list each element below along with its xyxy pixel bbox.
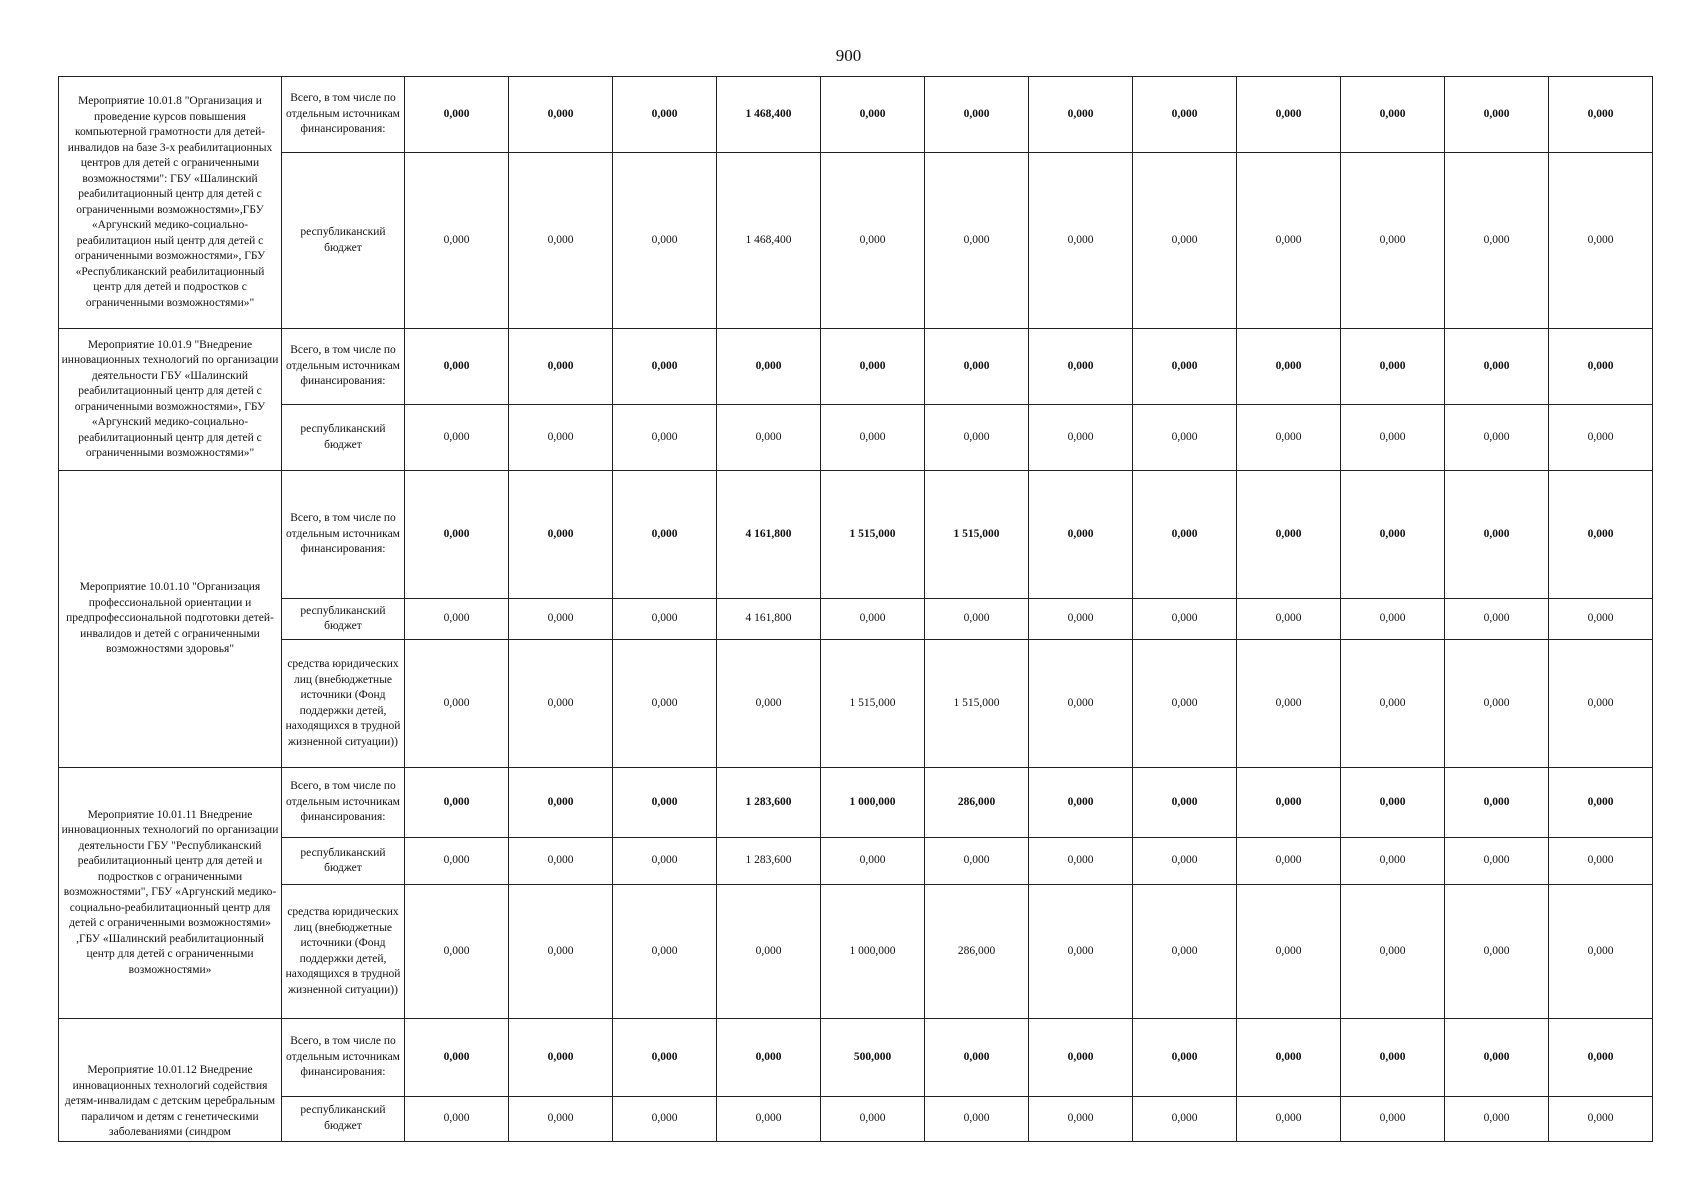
value-cell: 0,000: [613, 471, 717, 599]
value-cell: 0,000: [1029, 1097, 1133, 1141]
value-cell: 0,000: [613, 153, 717, 329]
table-row: [59, 640, 1653, 768]
funding-source: Всего, в том числе по отдельным источникам финансирования:: [282, 1019, 405, 1097]
value-cell: 0,000: [1237, 768, 1341, 838]
value-cell: 0,000: [1237, 471, 1341, 599]
value-cell: 0,000: [509, 1097, 613, 1141]
measure-description: Мероприятие 10.01.11 Внедрение инновационных технологий по организации деятельности ГБУ "Республиканский реабилитационный центр для детей и подростков с ограниченными возможностями", ГБУ «Аргунский медико-социально-реабилитационный центр для детей с ограниченными возможностями» ,ГБУ «Шалинский реабилитационный центр для детей с ограниченными возможностями»: [59, 768, 282, 1019]
value-cell: 0,000: [509, 599, 613, 640]
value-cell: 1 515,000: [821, 471, 925, 599]
value-cell: 0,000: [717, 885, 821, 1019]
value-cell: 0,000: [1549, 329, 1653, 405]
value-cell: 0,000: [1133, 768, 1237, 838]
value-cell: 0,000: [1133, 77, 1237, 153]
value-cell: 0,000: [1341, 768, 1445, 838]
value-cell: 286,000: [925, 885, 1029, 1019]
value-cell: 0,000: [405, 77, 509, 153]
value-cell: 0,000: [509, 153, 613, 329]
value-cell: 0,000: [925, 329, 1029, 405]
value-cell: 0,000: [405, 838, 509, 885]
value-cell: 0,000: [821, 153, 925, 329]
funding-source: средства юридических лиц (внебюджетные источники (Фонд поддержки детей, находящихся в трудной жизненной ситуации)): [282, 640, 405, 768]
value-cell: 0,000: [1445, 768, 1549, 838]
value-cell: 0,000: [717, 329, 821, 405]
value-cell: 0,000: [405, 1019, 509, 1097]
value-cell: 0,000: [405, 405, 509, 471]
value-cell: 0,000: [405, 885, 509, 1019]
value-cell: 0,000: [1341, 153, 1445, 329]
funding-source: Всего, в том числе по отдельным источникам финансирования:: [282, 768, 405, 838]
value-cell: 0,000: [1445, 405, 1549, 471]
value-cell: 1 468,400: [717, 77, 821, 153]
table-row: [59, 768, 1653, 838]
value-cell: 0,000: [717, 1019, 821, 1097]
value-cell: 0,000: [1133, 329, 1237, 405]
value-cell: 0,000: [1445, 1097, 1549, 1141]
value-cell: 0,000: [613, 640, 717, 768]
table-row: [59, 77, 1653, 153]
value-cell: 0,000: [925, 153, 1029, 329]
value-cell: 0,000: [1029, 405, 1133, 471]
table-row: [59, 329, 1653, 405]
value-cell: 0,000: [1237, 1097, 1341, 1141]
table-row: [59, 599, 1653, 640]
value-cell: 0,000: [1445, 885, 1549, 1019]
value-cell: 0,000: [1445, 153, 1549, 329]
value-cell: 0,000: [1029, 329, 1133, 405]
value-cell: 1 515,000: [821, 640, 925, 768]
value-cell: 0,000: [1133, 471, 1237, 599]
value-cell: 0,000: [1549, 153, 1653, 329]
value-cell: 0,000: [1029, 471, 1133, 599]
value-cell: 0,000: [821, 1097, 925, 1141]
value-cell: 286,000: [925, 768, 1029, 838]
value-cell: 1 000,000: [821, 768, 925, 838]
value-cell: 0,000: [1029, 768, 1133, 838]
value-cell: 0,000: [925, 1097, 1029, 1141]
value-cell: 0,000: [821, 329, 925, 405]
value-cell: 4 161,800: [717, 599, 821, 640]
value-cell: 0,000: [1549, 838, 1653, 885]
value-cell: 0,000: [1237, 405, 1341, 471]
value-cell: 0,000: [509, 768, 613, 838]
value-cell: 500,000: [821, 1019, 925, 1097]
value-cell: 0,000: [613, 1097, 717, 1141]
value-cell: 0,000: [821, 838, 925, 885]
table-row: [59, 1097, 1653, 1141]
value-cell: 0,000: [1341, 329, 1445, 405]
value-cell: 0,000: [1445, 838, 1549, 885]
value-cell: 0,000: [1237, 77, 1341, 153]
value-cell: 0,000: [1237, 1019, 1341, 1097]
value-cell: 0,000: [1133, 405, 1237, 471]
value-cell: 0,000: [1445, 471, 1549, 599]
value-cell: 0,000: [1549, 640, 1653, 768]
value-cell: 0,000: [925, 1019, 1029, 1097]
value-cell: 0,000: [1341, 838, 1445, 885]
value-cell: 0,000: [1445, 1019, 1549, 1097]
funding-source: республиканский бюджет: [282, 405, 405, 471]
value-cell: 0,000: [1237, 599, 1341, 640]
value-cell: 0,000: [1549, 471, 1653, 599]
financing-table: [58, 76, 1653, 1142]
table-row: [59, 1019, 1653, 1097]
value-cell: 0,000: [717, 640, 821, 768]
measure-description: Мероприятие 10.01.8 "Организация и проведение курсов повышения компьютерной грамотности для детей-инвалидов на базе 3-х реабилитационных центров для детей с ограниченными возможностями": ГБУ «Шалинский реабилитационный центр для детей с ограниченными возможностями»,ГБУ «Аргунский медико-социально-реабилитацион ный центр для детей с ограниченными возможностями», ГБУ «Республиканский реабилитационный центр для детей и подростков с ограниченными возможностями»": [59, 77, 282, 329]
value-cell: 0,000: [1341, 77, 1445, 153]
funding-source: Всего, в том числе по отдельным источникам финансирования:: [282, 77, 405, 153]
table-row: [59, 838, 1653, 885]
value-cell: 0,000: [1237, 153, 1341, 329]
value-cell: 0,000: [1237, 329, 1341, 405]
value-cell: 0,000: [405, 471, 509, 599]
table-row: [59, 405, 1653, 471]
value-cell: 4 161,800: [717, 471, 821, 599]
table-row: [59, 471, 1653, 599]
value-cell: 0,000: [613, 329, 717, 405]
value-cell: 0,000: [509, 885, 613, 1019]
value-cell: 0,000: [613, 405, 717, 471]
value-cell: 0,000: [1237, 838, 1341, 885]
funding-source: средства юридических лиц (внебюджетные источники (Фонд поддержки детей, находящихся в трудной жизненной ситуации)): [282, 885, 405, 1019]
value-cell: 0,000: [1029, 838, 1133, 885]
funding-source: Всего, в том числе по отдельным источникам финансирования:: [282, 471, 405, 599]
value-cell: 0,000: [613, 838, 717, 885]
value-cell: 0,000: [1237, 640, 1341, 768]
value-cell: 0,000: [1445, 77, 1549, 153]
value-cell: 0,000: [1341, 1097, 1445, 1141]
value-cell: 0,000: [1029, 77, 1133, 153]
value-cell: 0,000: [1445, 599, 1549, 640]
value-cell: 0,000: [1549, 1019, 1653, 1097]
value-cell: 0,000: [405, 599, 509, 640]
value-cell: 0,000: [821, 599, 925, 640]
value-cell: 0,000: [613, 77, 717, 153]
value-cell: 0,000: [1445, 640, 1549, 768]
value-cell: 0,000: [613, 768, 717, 838]
value-cell: 0,000: [1549, 77, 1653, 153]
value-cell: 0,000: [1029, 153, 1133, 329]
table-row: [59, 153, 1653, 329]
value-cell: 0,000: [1029, 640, 1133, 768]
value-cell: 0,000: [509, 471, 613, 599]
measure-description: Мероприятие 10.01.9 "Внедрение инновационных технологий по организации деятельности ГБУ «Шалинский реабилитационный центр для детей с ограниченными возможностями», ГБУ «Аргунский медико-социально-реабилитационный центр для детей с ограниченными возможностями»": [59, 329, 282, 471]
value-cell: 0,000: [509, 405, 613, 471]
value-cell: 0,000: [1237, 885, 1341, 1019]
value-cell: 0,000: [405, 640, 509, 768]
value-cell: 1 468,400: [717, 153, 821, 329]
value-cell: 0,000: [1133, 885, 1237, 1019]
value-cell: 1 515,000: [925, 640, 1029, 768]
value-cell: 1 283,600: [717, 768, 821, 838]
value-cell: 0,000: [1341, 640, 1445, 768]
value-cell: 0,000: [821, 77, 925, 153]
value-cell: 0,000: [1133, 640, 1237, 768]
value-cell: 0,000: [1133, 1097, 1237, 1141]
value-cell: 0,000: [509, 838, 613, 885]
value-cell: 0,000: [1549, 405, 1653, 471]
value-cell: 0,000: [1133, 1019, 1237, 1097]
value-cell: 0,000: [1341, 405, 1445, 471]
value-cell: 0,000: [405, 153, 509, 329]
value-cell: 1 283,600: [717, 838, 821, 885]
value-cell: 0,000: [925, 405, 1029, 471]
value-cell: 0,000: [509, 77, 613, 153]
value-cell: 0,000: [1133, 838, 1237, 885]
page-number: 900: [835, 46, 862, 65]
value-cell: 0,000: [1341, 599, 1445, 640]
value-cell: 0,000: [717, 1097, 821, 1141]
value-cell: 0,000: [1445, 329, 1549, 405]
value-cell: 0,000: [1549, 1097, 1653, 1141]
value-cell: 0,000: [1341, 471, 1445, 599]
value-cell: 1 515,000: [925, 471, 1029, 599]
funding-source: Всего, в том числе по отдельным источникам финансирования:: [282, 329, 405, 405]
value-cell: 0,000: [1133, 153, 1237, 329]
measure-description: Мероприятие 10.01.10 "Организация профессиональной ориентации и предпрофессиональной подготовки детей-инвалидов и детей с ограниченными возможностями здоровья": [59, 471, 282, 768]
value-cell: 0,000: [717, 405, 821, 471]
value-cell: 0,000: [1029, 599, 1133, 640]
value-cell: 0,000: [925, 599, 1029, 640]
measure-description: Мероприятие 10.01.12 Внедрение инновационных технологий содействия детям-инвалидам с детским церебральным параличом и детям с генетическими заболеваниями (синдром: [59, 1019, 282, 1142]
value-cell: 0,000: [405, 1097, 509, 1141]
table-row: [59, 885, 1653, 1019]
funding-source: республиканский бюджет: [282, 153, 405, 329]
value-cell: 0,000: [509, 1019, 613, 1097]
value-cell: 0,000: [405, 768, 509, 838]
value-cell: 0,000: [1549, 599, 1653, 640]
value-cell: 0,000: [613, 1019, 717, 1097]
value-cell: 0,000: [613, 599, 717, 640]
value-cell: 0,000: [1549, 768, 1653, 838]
value-cell: 0,000: [1029, 885, 1133, 1019]
value-cell: 0,000: [1341, 1019, 1445, 1097]
value-cell: 0,000: [821, 405, 925, 471]
value-cell: 0,000: [613, 885, 717, 1019]
value-cell: 0,000: [1029, 1019, 1133, 1097]
funding-source: республиканский бюджет: [282, 838, 405, 885]
value-cell: 0,000: [925, 77, 1029, 153]
value-cell: 0,000: [1341, 885, 1445, 1019]
funding-source: республиканский бюджет: [282, 599, 405, 640]
value-cell: 0,000: [405, 329, 509, 405]
value-cell: 1 000,000: [821, 885, 925, 1019]
value-cell: 0,000: [1549, 885, 1653, 1019]
value-cell: 0,000: [1133, 599, 1237, 640]
value-cell: 0,000: [509, 640, 613, 768]
value-cell: 0,000: [925, 838, 1029, 885]
funding-source: республиканский бюджет: [282, 1097, 405, 1141]
value-cell: 0,000: [509, 329, 613, 405]
